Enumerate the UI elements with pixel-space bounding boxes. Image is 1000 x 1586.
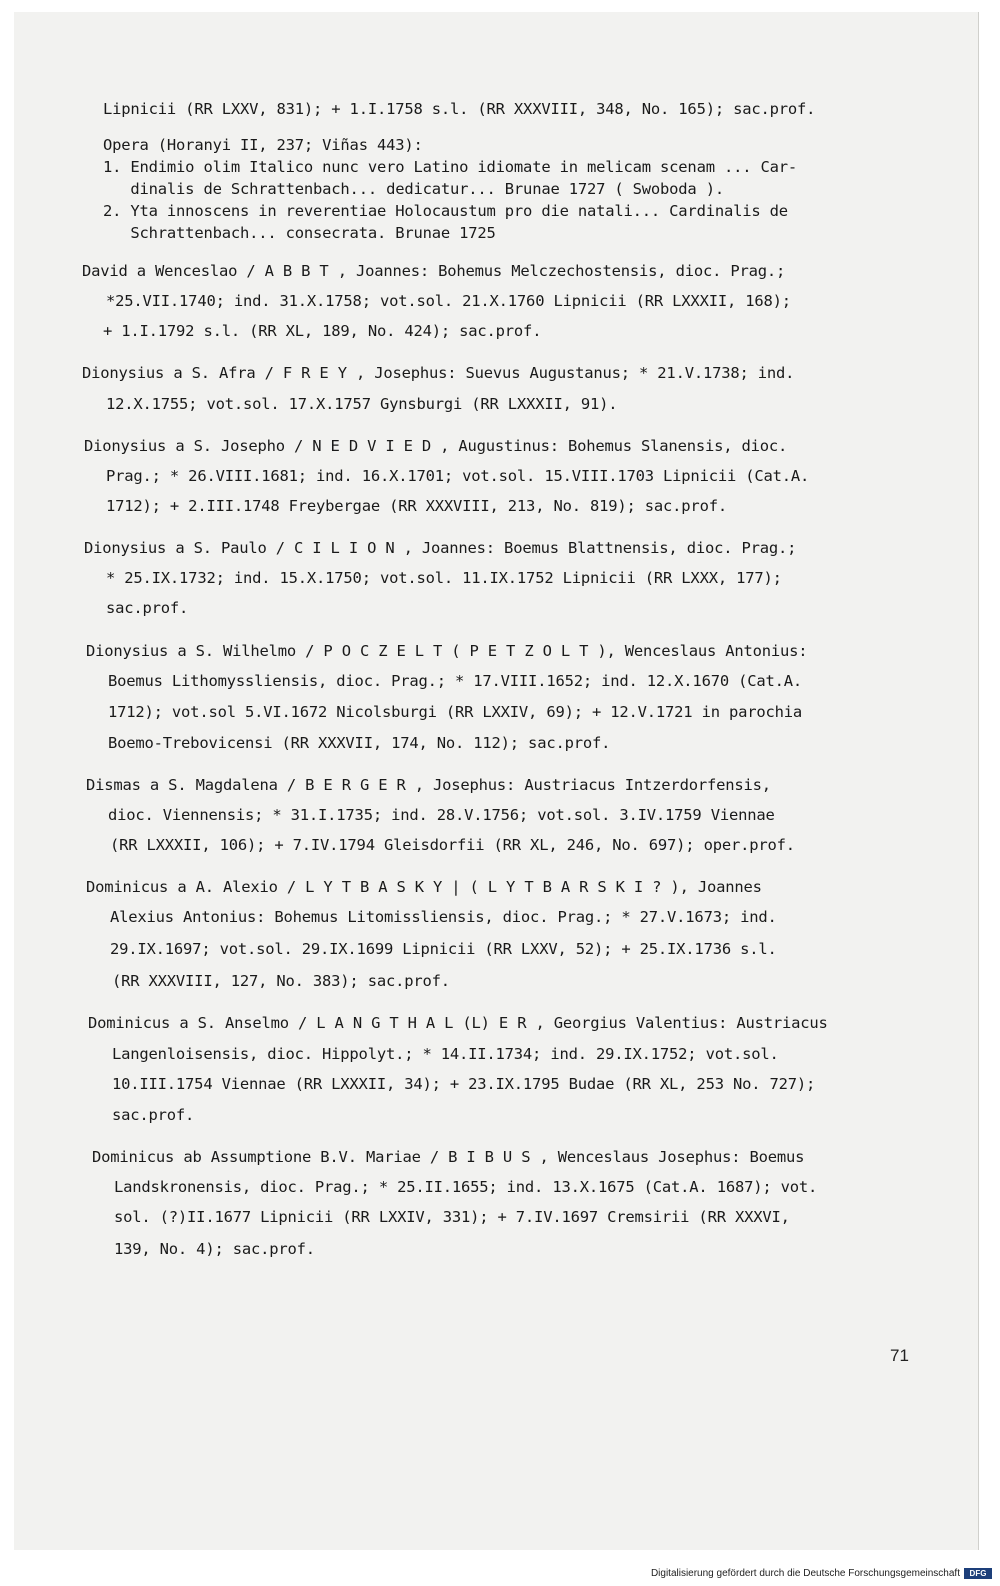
text-line: sac.prof. [112, 1106, 195, 1124]
text-line: dioc. Viennensis; * 31.I.1735; ind. 28.V.1756; vot.sol. 3.IV.1759 Viennae [108, 806, 775, 824]
text-line: Dionysius a S. Paulo / C I L I O N , Joannes: Boemus Blattnensis, dioc. Prag.; [84, 539, 797, 557]
text-line: Dominicus a S. Anselmo / L A N G T H A L (L) E R , Georgius Valentius: Austriacus [88, 1014, 828, 1032]
text-line: * 25.IX.1732; ind. 15.X.1750; vot.sol. 11.IX.1752 Lipnicii (RR LXXX, 177); [106, 569, 782, 587]
text-line: sol. (?)II.1677 Lipnicii (RR LXXIV, 331); + 7.IV.1697 Cremsirii (RR XXXVI, [114, 1208, 790, 1226]
text-line: 2. Yta innoscens in reverentiae Holocaustum pro die natali... Cardinalis de [103, 202, 788, 220]
text-line: Dionysius a S. Wilhelmo / P O C Z E L T ( P E T Z O L T ), Wenceslaus Antonius: [86, 642, 808, 660]
text-line: 29.IX.1697; vot.sol. 29.IX.1699 Lipnicii (RR LXXV, 52); + 25.IX.1736 s.l. [110, 940, 777, 958]
dfg-logo-icon: DFG [964, 1568, 992, 1579]
text-line: Opera (Horanyi II, 237; Viñas 443): [103, 136, 423, 154]
text-line: + 1.I.1792 s.l. (RR XL, 189, No. 424); sac.prof. [103, 322, 542, 340]
text-line: (RR XXXVIII, 127, No. 383); sac.prof. [112, 972, 450, 990]
text-line: 1712); + 2.III.1748 Freybergae (RR XXXVIII, 213, No. 819); sac.prof. [106, 497, 727, 515]
footer [651, 1566, 992, 1580]
text-line: Dominicus a A. Alexio / L Y T B A S K Y | ( L Y T B A R S K I ? ), Joannes [86, 878, 762, 896]
text-line: Langenloisensis, dioc. Hippolyt.; * 14.II.1734; ind. 29.IX.1752; vot.sol. [112, 1045, 779, 1063]
text-line: Lipnicii (RR LXXV, 831); + 1.I.1758 s.l. (RR XXXVIII, 348, No. 165); sac.prof. [103, 100, 816, 118]
text-line: Landskronensis, dioc. Prag.; * 25.II.1655; ind. 13.X.1675 (Cat.A. 1687); vot. [114, 1178, 818, 1196]
text-line: 1. Endimio olim Italico nunc vero Latino idiomate in melicam scenam ... Car- [103, 158, 798, 176]
text-line: (RR LXXXII, 106); + 7.IV.1794 Gleisdorfii (RR XL, 246, No. 697); oper.prof. [110, 836, 795, 854]
text-line: 12.X.1755; vot.sol. 17.X.1757 Gynsburgi (RR LXXXII, 91). [106, 395, 618, 413]
text-line: Dismas a S. Magdalena / B E R G E R , Josephus: Austriacus Intzerdorfensis, [86, 776, 771, 794]
text-line: 139, No. 4); sac.prof. [114, 1240, 315, 1258]
text-line: *25.VII.1740; ind. 31.X.1758; vot.sol. 21.X.1760 Lipnicii (RR LXXXII, 168); [106, 292, 791, 310]
text-line: Schrattenbach... consecrata. Brunae 1725 [103, 224, 496, 242]
funding-note: Digitalisierung gefördert durch die Deutsche Forschungsgemeinschaft [650, 1567, 960, 1579]
text-line: Boemo-Trebovicensi (RR XXXVII, 174, No. 112); sac.prof. [108, 734, 611, 752]
text-line: Alexius Antonius: Bohemus Litomissliensis, dioc. Prag.; * 27.V.1673; ind. [110, 908, 777, 926]
text-line: Dionysius a S. Josepho / N E D V I E D , Augustinus: Bohemus Slanensis, dioc. [84, 437, 788, 455]
text-line: Dominicus ab Assumptione B.V. Mariae / B I B U S , Wenceslaus Josephus: Boemus [92, 1148, 805, 1166]
text-line: Boemus Lithomyssliensis, dioc. Prag.; * 17.VIII.1652; ind. 12.X.1670 (Cat.A. [108, 672, 803, 690]
text-line: 1712); vot.sol 5.VI.1672 Nicolsburgi (RR LXXIV, 69); + 12.V.1721 in parochia [108, 703, 803, 721]
text-line: sac.prof. [106, 599, 189, 617]
text-line: Prag.; * 26.VIII.1681; ind. 16.X.1701; vot.sol. 15.VIII.1703 Lipnicii (Cat.A. [106, 467, 810, 485]
text-line: David a Wenceslao / A B B T , Joannes: Bohemus Melczechostensis, dioc. Prag.; [82, 262, 786, 280]
text-line: Dionysius a S. Afra / F R E Y , Josephus: Suevus Augustanus; * 21.V.1738; ind. [82, 364, 795, 382]
page-number: 71 [890, 1346, 909, 1365]
text-line: dinalis de Schrattenbach... dedicatur... Brunae 1727 ( Swoboda ). [103, 180, 724, 198]
text-line: 10.III.1754 Viennae (RR LXXXII, 34); + 23.IX.1795 Budae (RR XL, 253 No. 727); [112, 1075, 816, 1093]
